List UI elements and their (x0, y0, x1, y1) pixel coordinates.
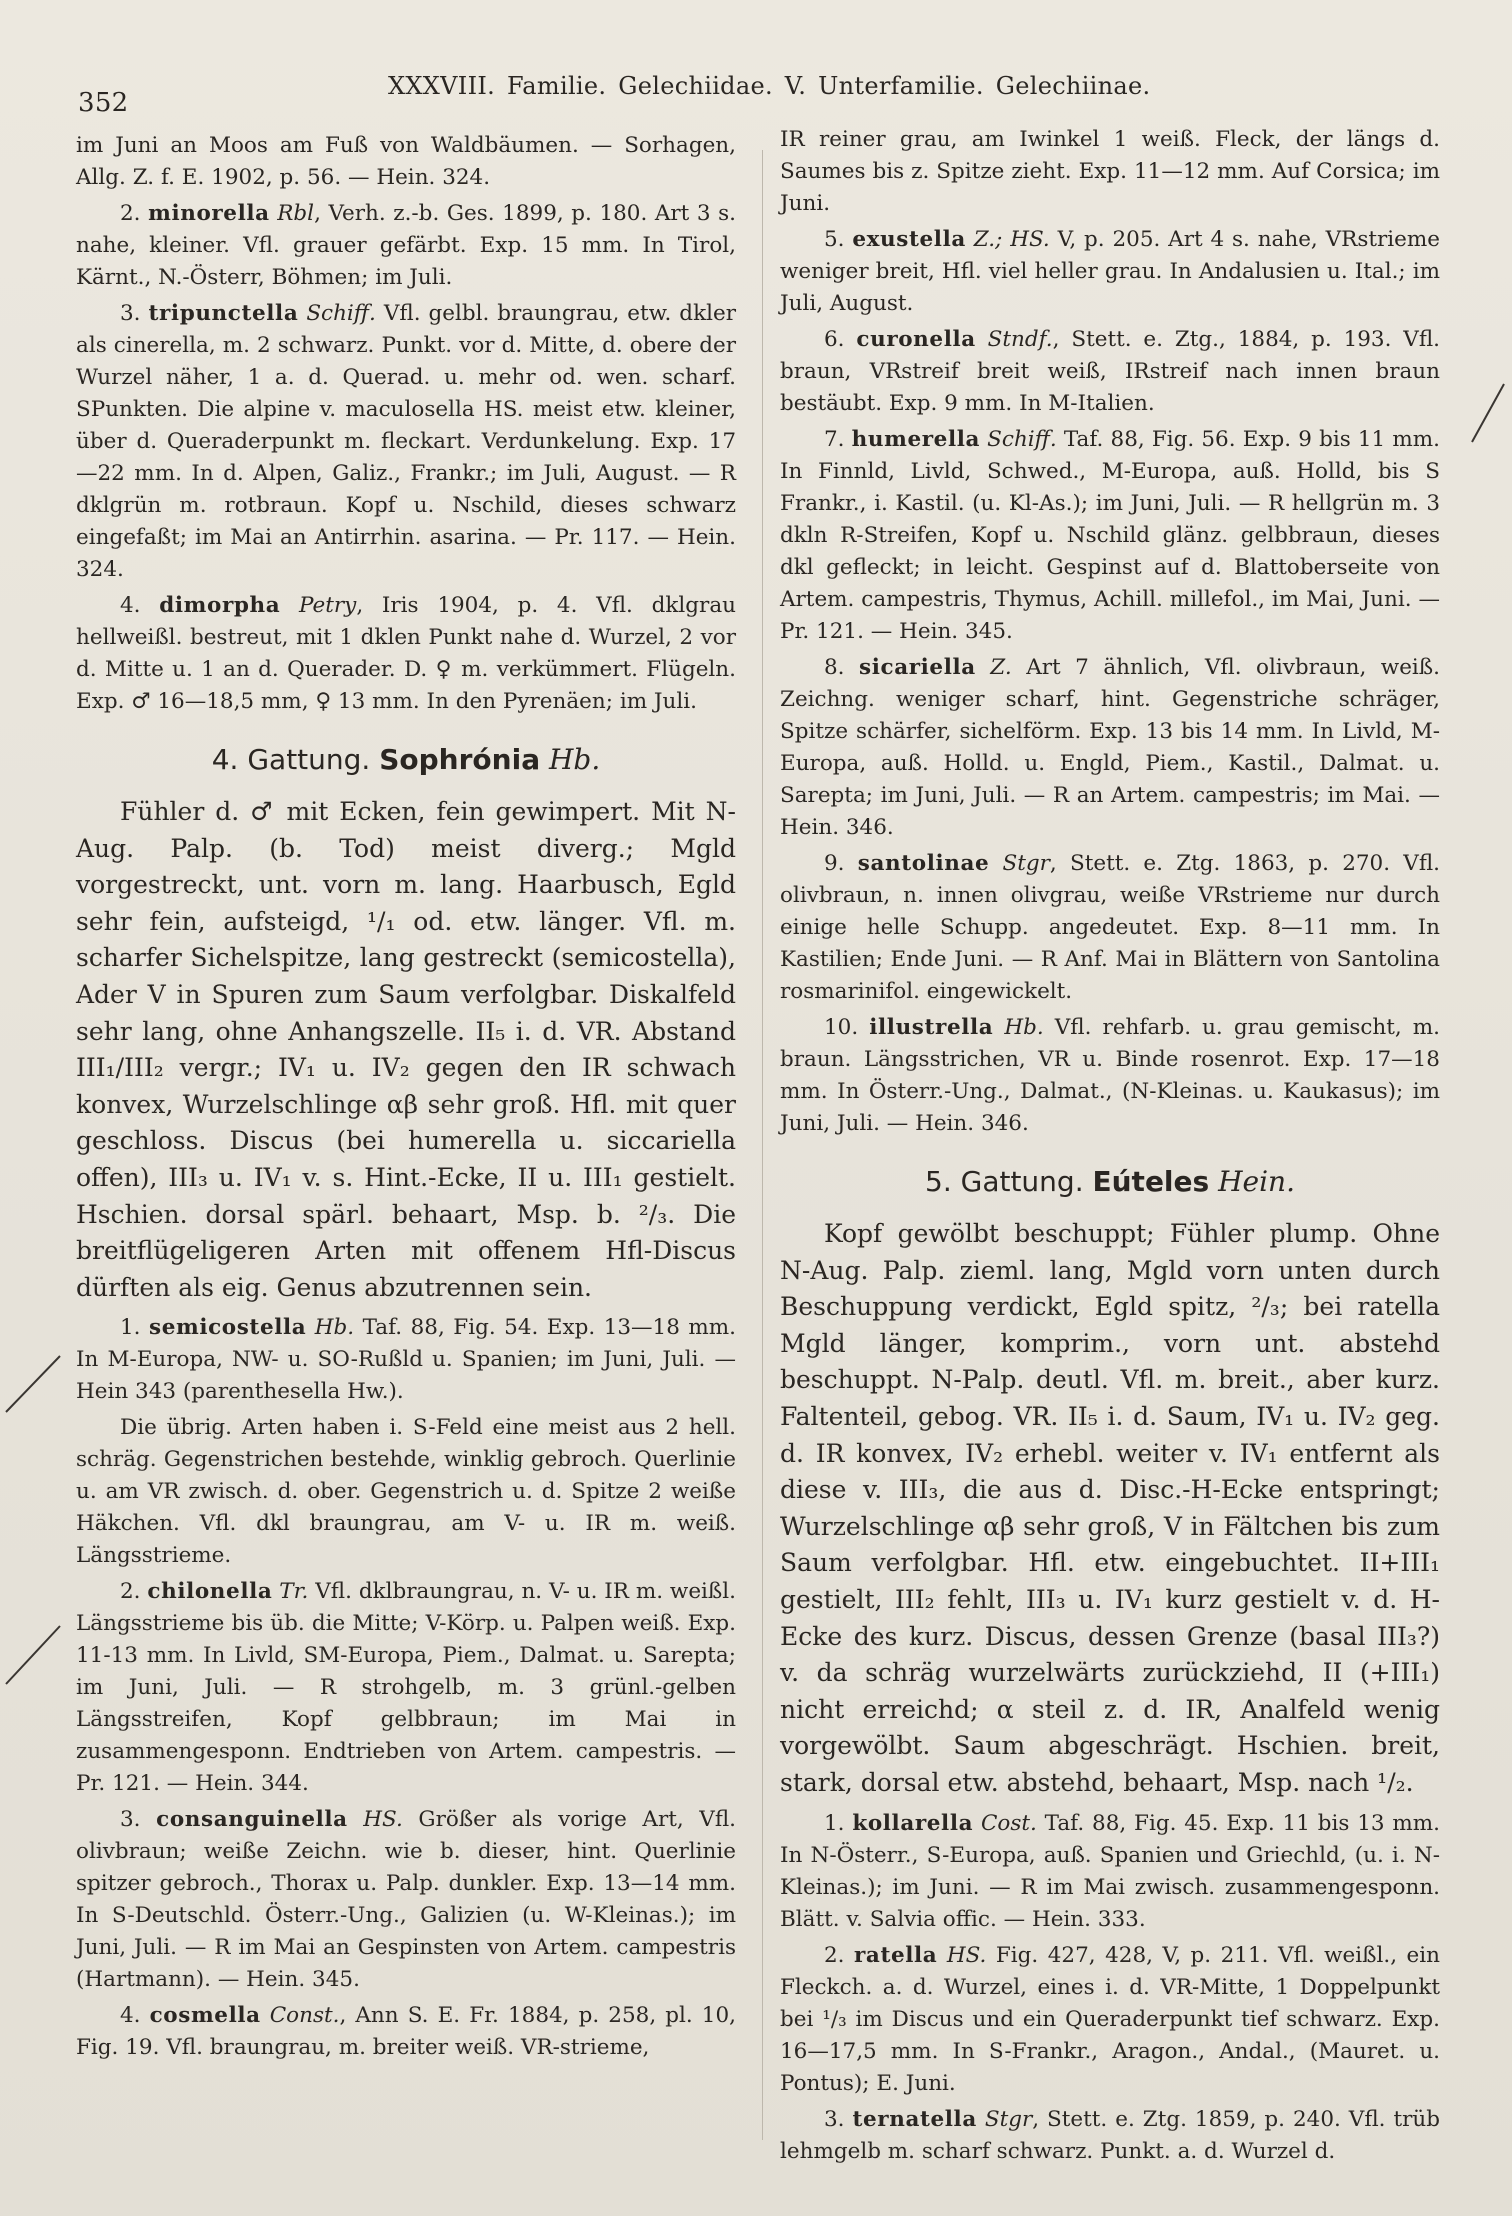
species-entry: 10. illustrella Hb. Vfl. rehfarb. u. grau gemischt, m. braun. Längsstrichen, VR u. Binde rosenrot. Exp. 17—18 mm. In Österr.-Ung., Dalmat., (N-Kleinas. u. Kaukasus); im Juni, Juli. — Hein. 346. (780, 1015, 1440, 1136)
page-header (78, 66, 1468, 118)
species-entry: 2. chilonella Tr. Vfl. dklbraungrau, n. V- u. IR m. weißl. Längsstrieme bis üb. die Mitte; V-Körp. u. Palpen weiß. Exp. 11-13 mm. In Livld, SM-Europa, Piem., Dalmat. u. Sarepta; im Juni, Juli. — R strohgelb, m. 3 grünl.-gelben Längsstreifen, Kopf gelbbraun; im Mai in zusammengesponn. Endtrieben von Artem. campestris. — Pr. 121. — Hein. 344. (76, 1579, 737, 1797)
right-column (780, 124, 1440, 2172)
continuation-text: IR reiner grau, am Iwinkel 1 weiß. Fleck, der längs d. Saumes bis z. Spitze zieht. Exp. 11—12 mm. Auf Corsica; im Juni. (780, 127, 1440, 216)
species-entry: 1. semicostella Hb. Taf. 88, Fig. 54. Exp. 13—18 mm. In M-Europa, NW- u. SO-Rußld u. Spanien; im Juni, Juli. — Hein 343 (parenthesella Hw.). (76, 1315, 736, 1405)
species-entry: 9. santolinae Stgr, Stett. e. Ztg. 1863, p. 270. Vfl. olivbraun, n. innen olivgrau, weiße VRstrieme nur durch einige helle Schupp. angedeutet. Exp. 8—11 mm. In Kastilien; Ende Juni. — R Anf. Mai in Blättern von Santolina rosmarinifol. eingewickelt. (780, 851, 1440, 1004)
species-name: ternatella (852, 2106, 977, 2132)
species-name: consanguinella (156, 1807, 348, 1833)
species-name: santolinae (857, 851, 990, 876)
species-name: cosmella (149, 2003, 261, 2029)
species-entry: 5. exustella Z.; HS. V, p. 205. Art 4 s. nahe, VRstrieme weniger breit, Hfl. viel heller grau. In Andalusien u. Ital.; im Juli, August. (780, 227, 1440, 316)
species-author: Tr. (279, 1579, 309, 1605)
species-entry: 3. tripunctella Schiff. Vfl. gelbl. braungrau, etw. dkler als cinerella, m. 2 schwarz. Punkt. vor d. Mitte, d. obere der Wurzel näher, 1 a. d. Querad. u. mehr od. wen. scharf. SPunkten. Die alpine v. maculosella HS. meist etw. kleiner, über d. Queraderpunkt m. fleckart. Verdunkelung. Exp. 17—22 mm. In d. Alpen, Galiz., Frankr.; im Juli, August. — R dklgrün m. rotbraun. Kopf u. Nschild, dieses schwarz eingefaßt; im Mai an Antirrhin. asarina. — Pr. 117. — Hein. 324. (76, 301, 736, 582)
genus-author: Hb. (549, 743, 601, 776)
species-author: Schiff. (987, 427, 1057, 452)
species-entry: 7. humerella Schiff. Taf. 88, Fig. 56. Exp. 9 bis 11 mm. In Finnld, Livld, Schwed., M-Europa, auß. Holld, bis S Frankr., i. Kastil. (u. Kl-As.); im Juni, Juli. — R hellgrün m. 3 dkln R-Streifen, Kopf u. Nschild glänz. gelbbraun, dieses dkl gefleckt; in leicht. Gespinst auf d. Blattoberseite von Artem. campestris, Thymus, Achill. millefol., im Mai, Juni. — Pr. 121. — Hein. 345. (780, 427, 1440, 644)
species-author: Schiff. (306, 301, 376, 326)
species-name: chilonella (147, 1579, 273, 1605)
species-name: minorella (148, 201, 270, 226)
species-author: Cost. (980, 1810, 1037, 1836)
species-name: curonella (856, 327, 976, 352)
species-name: illustrella (869, 1015, 994, 1040)
pencil-mark-icon (2, 1620, 66, 1690)
species-name: kollarella (852, 1810, 974, 1836)
genus-name: Eúteles (1092, 1165, 1210, 1198)
species-entry: 6. curonella Stndf., Stett. e. Ztg., 1884, p. 193. Vfl. braun, VRstreif breit weiß, IRstreif nach innen braun bestäubt. Exp. 9 mm. In M-Italien. (780, 327, 1441, 416)
genus-description: Kopf gewölbt beschuppt; Fühler plump. Ohne N-Aug. Palp. zieml. lang, Mgld vorn unten durch Beschuppung verdickt, Egld spitz, ²/₃; bei ratella Mgld länger, komprim., vorn unt. abstehd beschuppt. N-Palp. deutl. Vfl. m. breit., aber kurz. Faltenteil, gebog. VR. II₅ i. d. Saum, IV₁ u. IV₂ geg. d. IR konvex, IV₂ erhebl. weiter v. IV₁ entfernt als diese v. III₃, die aus d. Disc.-H-Ecke entspringt; Wurzelschlinge αβ sehr groß, V in Fältchen bis zum Saum verfolgbar. Hfl. etw. eingebuchtet. II+III₁ gestielt, III₂ fehlt, III₃ u. IV₁ kurz gestielt v. d. H-Ecke des kurz. Discus, dessen Grenze (basal III₃?) v. da schräg wurzelwärts zurückziehd, II (+III₁) nicht erreichd; α steil z. d. IR, Analfeld wenig vorgewölbt. Saum abgeschrägt. Hschien. breit, stark, dorsal etw. abstehd, behaart, Msp. nach ¹/₂. (780, 1219, 1440, 1797)
column-divider (762, 150, 763, 2140)
species-author: Hb. (314, 1315, 355, 1341)
species-author: Hb. (1004, 1015, 1044, 1040)
species-name: humerella (851, 427, 981, 452)
species-author: Z. (990, 655, 1012, 680)
species-entry: 4. dimorpha Petry, Iris 1904, p. 4. Vfl. dklgrau hellweißl. bestreut, mit 1 dklen Punkt nahe d. Wurzel, 2 vor d. Mitte u. 1 an d. Querader. D. ♀ m. verkümmert. Flügeln. Exp. ♂ 16—18,5 mm, ♀ 13 mm. In den Pyrenäen; im Juli. (76, 593, 736, 714)
genus-heading: 4. Gattung. Sophrónia Hb. (211, 743, 601, 776)
species-author: Z.; HS. (973, 227, 1050, 252)
group-note: Die übrig. Arten haben i. S-Feld eine meist aus 2 hell. schräg. Gegenstrichen bestehde, winklig gebroch. Querlinie u. am VR zwisch. d. ober. Gegenstrich u. d. Spitze 2 weiße Häkchen. Vfl. dkl braungrau, am V- u. IR m. weiß. Längsstrieme. (76, 1415, 736, 1569)
species-author: Const. (269, 2003, 340, 2029)
genus-heading: 5. Gattung. Eúteles Hein. (925, 1165, 1295, 1198)
page-number: 352 (78, 88, 129, 118)
species-entry: 4. cosmella Const., Ann S. E. Fr. 1884, p. 258, pl. 10, Fig. 19. Vfl. braungrau, m. breiter weiß. VR-strieme, (76, 2003, 736, 2061)
species-name: ratella (854, 1942, 938, 1968)
species-author: Rbl (277, 201, 315, 226)
genus-author: Hein. (1218, 1165, 1295, 1198)
species-entry: 8. sicariella Z. Art 7 ähnlich, Vfl. olivbraun, weiß. Zeichng. weniger scharf, hint. Gegenstriche schräger, Spitze schärfer, sichelförm. Exp. 13 bis 14 mm. In Livld, M-Europa, auß. Holld. u. Engld, Piem., Kastil., Dalmat. u. Sarepta; im Juni, Juli. — R an Artem. campestris; im Mai. — Hein. 346. (780, 655, 1440, 840)
species-author: Petry (299, 593, 357, 618)
species-author: Stgr (1002, 851, 1050, 876)
species-name: tripunctella (148, 301, 299, 326)
species-author: HS. (363, 1807, 403, 1833)
continuation-text: im Juni an Moos am Fuß von Waldbäumen. — Sorhagen, Allg. Z. f. E. 1902, p. 56. — Hein. 324. (76, 133, 736, 190)
species-author: Stndf. (987, 327, 1053, 352)
species-entry: 2. minorella Rbl, Verh. z.-b. Ges. 1899, p. 180. Art 3 s. nahe, kleiner. Vfl. grauer gefärbt. Exp. 15 mm. In Tirol, Kärnt., N.-Österr, Böhmen; im Juli. (76, 201, 736, 290)
species-name: sicariella (859, 655, 976, 680)
species-entry: 1. kollarella Cost. Taf. 88, Fig. 45. Exp. 11 bis 13 mm. In N-Österr., S-Europa, auß. Spanien und Griechld, (u. i. N-Kleinas.); im Juni. — R im Mai zwisch. zusammengesponn. Blätt. v. Salvia offic. — Hein. 333. (780, 1810, 1440, 1932)
pencil-mark-icon (2, 1350, 66, 1420)
species-name: semicostella (149, 1315, 307, 1341)
left-column (76, 130, 736, 2068)
species-author: HS. (946, 1942, 987, 1968)
species-entry: 3. ternatella Stgr, Stett. e. Ztg. 1859, p. 240. Vfl. trüb lehmgelb m. scharf schwarz. Punkt. a. d. Wurzel d. (780, 2106, 1440, 2164)
species-entry: 2. ratella HS. Fig. 427, 428, V, p. 211. Vfl. weißl., ein Fleckch. a. d. Wurzel, eines i. d. VR-Mitte, 1 Doppelpunkt bei ¹/₃ im Discus und ein Queraderpunkt tief schwarz. Exp. 16—17,5 mm. In S-Frankr., Aragon., Andal., (Mauret. u. Pontus); E. Juni. (780, 1942, 1440, 2096)
running-title: XXXVIII. Familie. Gelechiidae. V. Unterfamilie. Gelechiinae. (388, 72, 1151, 100)
genus-name: Sophrónia (379, 743, 541, 776)
species-entry: 3. consanguinella HS. Größer als vorige Art, Vfl. olivbraun; weiße Zeichn. wie b. dieser, hint. Querlinie spitzer gebroch., Thorax u. Palp. dunkler. Exp. 13—14 mm. In S-Deutschld. Österr.-Ung., Galizien (u. W-Kleinas.); im Juni, Juli. — R im Mai an Gespinsten von Artem. campestris (Hartmann). — Hein. 345. (76, 1807, 737, 1993)
genus-description: Fühler d. ♂ mit Ecken, fein gewimpert. Mit N-Aug. Palp. (b. Tod) meist diverg.; Mgld vorgestreckt, unt. vorn m. lang. Haarbusch, Egld sehr fein, aufsteigd, ¹/₁ od. etw. länger. Vfl. m. scharfer Sichelspitze, lang gestreckt (semicostella), Ader V in Spuren zum Saum verfolgbar. Diskalfeld sehr lang, ohne Anhangszelle. II₅ i. d. VR. Abstand III₁/III₂ vergr.; IV₁ u. IV₂ gegen den IR schwach konvex, Wurzelschlinge αβ sehr groß. Hfl. mit quer geschloss. Discus (bei humerella u. siccariella offen), III₃ u. IV₁ v. s. Hint.-Ecke, II u. III₁ gestielt. Hschien. dorsal spärl. behaart, Msp. b. ²/₃. Die breitflügeligeren Arten mit offenem Hfl-Discus dürften als eig. Genus abzutrennen sein. (76, 797, 736, 1302)
species-name: dimorpha (159, 593, 281, 618)
species-name: exustella (852, 227, 966, 252)
pencil-mark-icon (1468, 380, 1508, 450)
species-author: Stgr (984, 2106, 1033, 2132)
